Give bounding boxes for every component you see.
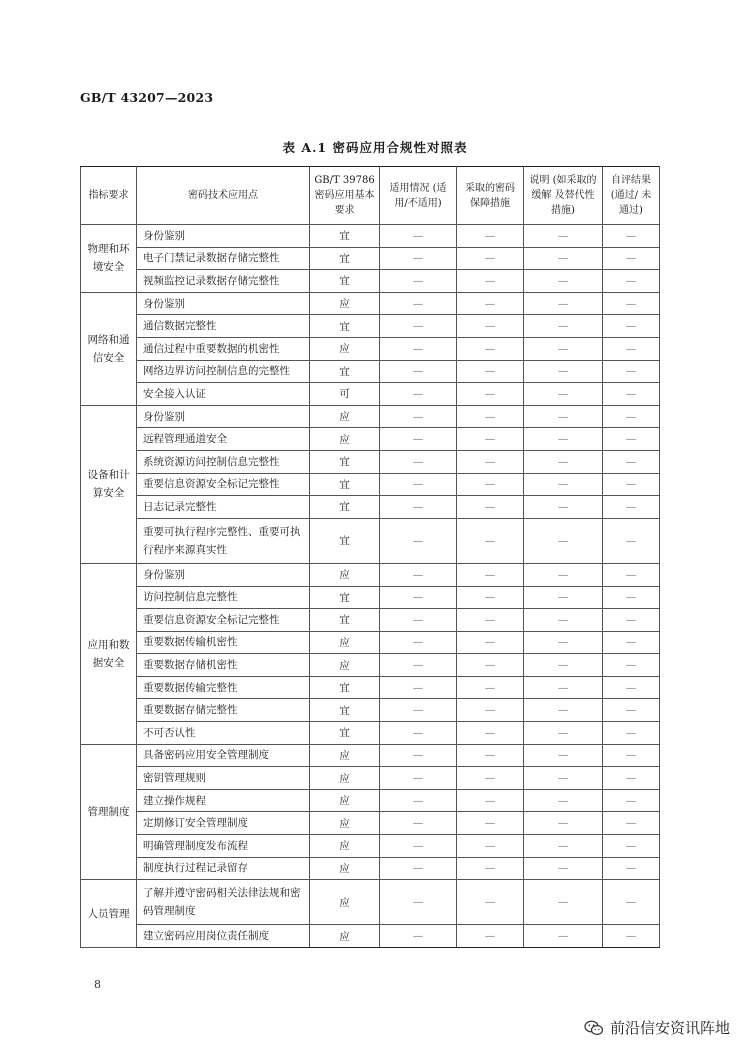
dash-cell: — <box>457 654 524 677</box>
table-row <box>81 586 660 609</box>
dash-cell: — <box>380 857 457 880</box>
dash-cell: — <box>524 676 603 699</box>
tech-point-cell: 重要数据传输完整性 <box>137 676 310 699</box>
dash-cell: — <box>457 835 524 858</box>
dash-cell: — <box>380 631 457 654</box>
dash-cell: — <box>457 428 524 451</box>
requirement-cell: 宜 <box>310 676 380 699</box>
dash-cell: — <box>380 699 457 722</box>
dash-cell: — <box>457 699 524 722</box>
dash-cell: — <box>524 473 603 496</box>
dash-cell: — <box>603 812 660 835</box>
tech-point-cell: 重要数据存储完整性 <box>137 699 310 722</box>
dash-cell: — <box>603 835 660 858</box>
dash-cell: — <box>603 609 660 632</box>
dash-cell: — <box>380 812 457 835</box>
tech-point-cell: 通信过程中重要数据的机密性 <box>137 337 310 360</box>
dash-cell: — <box>457 518 524 563</box>
standard-code: GB/T 43207—2023 <box>80 90 214 105</box>
dash-cell: — <box>380 270 457 293</box>
table-body <box>81 225 660 948</box>
dash-cell: — <box>524 405 603 428</box>
dash-cell: — <box>380 925 457 948</box>
table-row <box>81 789 660 812</box>
requirement-cell: 应 <box>310 744 380 767</box>
table-row <box>81 360 660 383</box>
dash-cell: — <box>524 428 603 451</box>
dash-cell: — <box>380 473 457 496</box>
tech-point-cell: 重要信息资源安全标记完整性 <box>137 473 310 496</box>
table-row <box>81 744 660 767</box>
column-header: 适用情况 (适用/不适用) <box>380 167 457 225</box>
dash-cell: — <box>524 586 603 609</box>
table-row <box>81 473 660 496</box>
tech-point-cell: 建立操作规程 <box>137 789 310 812</box>
requirement-cell: 可 <box>310 383 380 406</box>
dash-cell: — <box>603 744 660 767</box>
requirement-cell: 应 <box>310 337 380 360</box>
dash-cell: — <box>380 360 457 383</box>
requirement-cell: 应 <box>310 812 380 835</box>
dash-cell: — <box>603 563 660 586</box>
tech-point-cell: 重要数据传输机密性 <box>137 631 310 654</box>
dash-cell: — <box>524 337 603 360</box>
table-row <box>81 225 660 248</box>
dash-cell: — <box>524 789 603 812</box>
dash-cell: — <box>603 518 660 563</box>
category-cell: 物理和环境安全 <box>81 225 137 293</box>
table-row <box>81 812 660 835</box>
dash-cell: — <box>457 925 524 948</box>
dash-cell: — <box>380 586 457 609</box>
dash-cell: — <box>457 880 524 925</box>
dash-cell: — <box>524 654 603 677</box>
tech-point-cell: 身份鉴别 <box>137 563 310 586</box>
tech-point-cell: 视频监控记录数据存储完整性 <box>137 270 310 293</box>
table-row <box>81 270 660 293</box>
tech-point-cell: 明确管理制度发布流程 <box>137 835 310 858</box>
dash-cell: — <box>380 292 457 315</box>
dash-cell: — <box>380 880 457 925</box>
category-cell: 管理制度 <box>81 744 137 880</box>
compliance-table <box>80 166 660 948</box>
tech-point-cell: 不可否认性 <box>137 722 310 745</box>
requirement-cell: 应 <box>310 631 380 654</box>
dash-cell: — <box>457 676 524 699</box>
table-row <box>81 292 660 315</box>
tech-point-cell: 电子门禁记录数据存储完整性 <box>137 247 310 270</box>
requirement-cell: 宜 <box>310 225 380 248</box>
table-row <box>81 654 660 677</box>
dash-cell: — <box>524 767 603 790</box>
dash-cell: — <box>603 270 660 293</box>
dash-cell: — <box>457 383 524 406</box>
dash-cell: — <box>524 812 603 835</box>
dash-cell: — <box>380 563 457 586</box>
table-row <box>81 835 660 858</box>
dash-cell: — <box>603 722 660 745</box>
tech-point-cell: 建立密码应用岗位责任制度 <box>137 925 310 948</box>
requirement-cell: 应 <box>310 563 380 586</box>
table-row <box>81 563 660 586</box>
requirement-cell: 宜 <box>310 586 380 609</box>
requirement-cell: 宜 <box>310 518 380 563</box>
tech-point-cell: 身份鉴别 <box>137 292 310 315</box>
requirement-cell: 宜 <box>310 450 380 473</box>
dash-cell: — <box>603 654 660 677</box>
tech-point-cell: 网络边界访问控制信息的完整性 <box>137 360 310 383</box>
dash-cell: — <box>380 722 457 745</box>
table-row <box>81 631 660 654</box>
dash-cell: — <box>603 676 660 699</box>
tech-point-cell: 日志记录完整性 <box>137 496 310 519</box>
category-cell: 设备和计算安全 <box>81 405 137 563</box>
dash-cell: — <box>457 225 524 248</box>
dash-cell: — <box>603 450 660 473</box>
dash-cell: — <box>457 405 524 428</box>
table-row <box>81 699 660 722</box>
dash-cell: — <box>524 247 603 270</box>
watermark <box>584 1017 730 1038</box>
dash-cell: — <box>603 789 660 812</box>
tech-point-cell: 了解并遵守密码相关法律法规和密码管理制度 <box>137 880 310 925</box>
requirement-cell: 宜 <box>310 609 380 632</box>
requirement-cell: 应 <box>310 767 380 790</box>
dash-cell: — <box>380 676 457 699</box>
dash-cell: — <box>603 586 660 609</box>
requirement-cell: 应 <box>310 857 380 880</box>
requirement-cell: 宜 <box>310 247 380 270</box>
dash-cell: — <box>380 337 457 360</box>
dash-cell: — <box>380 835 457 858</box>
requirement-cell: 宜 <box>310 360 380 383</box>
dash-cell: — <box>457 586 524 609</box>
dash-cell: — <box>603 699 660 722</box>
dash-cell: — <box>524 225 603 248</box>
dash-cell: — <box>603 428 660 451</box>
tech-point-cell: 具备密码应用安全管理制度 <box>137 744 310 767</box>
dash-cell: — <box>603 405 660 428</box>
dash-cell: — <box>380 225 457 248</box>
dash-cell: — <box>380 744 457 767</box>
tech-point-cell: 重要数据存储机密性 <box>137 654 310 677</box>
column-header: 密码技术应用点 <box>137 167 310 225</box>
dash-cell: — <box>524 880 603 925</box>
dash-cell: — <box>380 315 457 338</box>
requirement-cell: 应 <box>310 789 380 812</box>
page-number: 8 <box>94 978 101 991</box>
dash-cell: — <box>524 699 603 722</box>
tech-point-cell: 身份鉴别 <box>137 405 310 428</box>
tech-point-cell: 密钥管理规则 <box>137 767 310 790</box>
tech-point-cell: 远程管理通道安全 <box>137 428 310 451</box>
requirement-cell: 应 <box>310 428 380 451</box>
dash-cell: — <box>603 315 660 338</box>
requirement-cell: 应 <box>310 654 380 677</box>
tech-point-cell: 系统资源访问控制信息完整性 <box>137 450 310 473</box>
dash-cell: — <box>457 631 524 654</box>
column-header: 指标要求 <box>81 167 137 225</box>
dash-cell: — <box>603 631 660 654</box>
dash-cell: — <box>524 744 603 767</box>
dash-cell: — <box>457 473 524 496</box>
dash-cell: — <box>457 337 524 360</box>
dash-cell: — <box>603 247 660 270</box>
dash-cell: — <box>524 270 603 293</box>
dash-cell: — <box>524 609 603 632</box>
dash-cell: — <box>380 428 457 451</box>
watermark-text: 前沿信安资讯阵地 <box>609 1019 730 1037</box>
dash-cell: — <box>457 812 524 835</box>
column-header: 采取的密码 保障措施 <box>457 167 524 225</box>
table-row <box>81 496 660 519</box>
requirement-cell: 应 <box>310 835 380 858</box>
dash-cell: — <box>603 496 660 519</box>
dash-cell: — <box>603 880 660 925</box>
dash-cell: — <box>603 337 660 360</box>
table-header <box>81 167 660 225</box>
dash-cell: — <box>457 722 524 745</box>
tech-point-cell: 访问控制信息完整性 <box>137 586 310 609</box>
dash-cell: — <box>380 789 457 812</box>
dash-cell: — <box>524 315 603 338</box>
dash-cell: — <box>524 631 603 654</box>
dash-cell: — <box>380 654 457 677</box>
dash-cell: — <box>457 857 524 880</box>
category-cell: 网络和通信安全 <box>81 292 137 405</box>
table-row <box>81 405 660 428</box>
table-row <box>81 383 660 406</box>
dash-cell: — <box>524 857 603 880</box>
dash-cell: — <box>603 857 660 880</box>
dash-cell: — <box>380 496 457 519</box>
dash-cell: — <box>380 767 457 790</box>
dash-cell: — <box>457 360 524 383</box>
requirement-cell: 应 <box>310 292 380 315</box>
dash-cell: — <box>524 835 603 858</box>
dash-cell: — <box>603 925 660 948</box>
dash-cell: — <box>524 563 603 586</box>
table-row <box>81 428 660 451</box>
dash-cell: — <box>524 496 603 519</box>
dash-cell: — <box>603 292 660 315</box>
table-row <box>81 722 660 745</box>
dash-cell: — <box>524 360 603 383</box>
dash-cell: — <box>524 450 603 473</box>
dash-cell: — <box>457 270 524 293</box>
table-row <box>81 925 660 948</box>
column-header: GB/T 39786 密码应用基本要求 <box>310 167 380 225</box>
tech-point-cell: 通信数据完整性 <box>137 315 310 338</box>
dash-cell: — <box>524 518 603 563</box>
requirement-cell: 宜 <box>310 270 380 293</box>
dash-cell: — <box>524 292 603 315</box>
requirement-cell: 应 <box>310 925 380 948</box>
dash-cell: — <box>457 247 524 270</box>
requirement-cell: 宜 <box>310 473 380 496</box>
category-cell: 应用和数据安全 <box>81 563 137 744</box>
column-header: 说明 (如采取的缓解 及替代性措施) <box>524 167 603 225</box>
requirement-cell: 宜 <box>310 496 380 519</box>
table-row <box>81 609 660 632</box>
requirement-cell: 应 <box>310 880 380 925</box>
dash-cell: — <box>380 450 457 473</box>
dash-cell: — <box>524 383 603 406</box>
dash-cell: — <box>380 383 457 406</box>
dash-cell: — <box>603 767 660 790</box>
dash-cell: — <box>603 383 660 406</box>
tech-point-cell: 定期修订安全管理制度 <box>137 812 310 835</box>
table-row <box>81 857 660 880</box>
table-row <box>81 247 660 270</box>
dash-cell: — <box>457 744 524 767</box>
dash-cell: — <box>380 247 457 270</box>
requirement-cell: 宜 <box>310 722 380 745</box>
table-row <box>81 767 660 790</box>
category-cell: 人员管理 <box>81 880 137 948</box>
table-row <box>81 337 660 360</box>
requirement-cell: 宜 <box>310 315 380 338</box>
dash-cell: — <box>457 450 524 473</box>
dash-cell: — <box>457 767 524 790</box>
tech-point-cell: 重要信息资源安全标记完整性 <box>137 609 310 632</box>
dash-cell: — <box>603 360 660 383</box>
dash-cell: — <box>457 563 524 586</box>
dash-cell: — <box>603 225 660 248</box>
table-row <box>81 518 660 563</box>
table-title: 表 A.1 密码应用合规性对照表 <box>282 140 468 155</box>
requirement-cell: 宜 <box>310 699 380 722</box>
dash-cell: — <box>457 496 524 519</box>
wechat-icon <box>584 1020 604 1036</box>
column-header: 自评结果 (通过/ 未通过) <box>603 167 660 225</box>
tech-point-cell: 制度执行过程记录留存 <box>137 857 310 880</box>
dash-cell: — <box>457 292 524 315</box>
dash-cell: — <box>380 518 457 563</box>
dash-cell: — <box>380 609 457 632</box>
dash-cell: — <box>457 315 524 338</box>
table-row <box>81 315 660 338</box>
requirement-cell: 应 <box>310 405 380 428</box>
dash-cell: — <box>524 925 603 948</box>
dash-cell: — <box>524 722 603 745</box>
tech-point-cell: 重要可执行程序完整性、重要可执行程序来源真实性 <box>137 518 310 563</box>
table-row <box>81 880 660 925</box>
dash-cell: — <box>457 789 524 812</box>
tech-point-cell: 身份鉴别 <box>137 225 310 248</box>
tech-point-cell: 安全接入认证 <box>137 383 310 406</box>
dash-cell: — <box>380 405 457 428</box>
table-row <box>81 676 660 699</box>
dash-cell: — <box>457 609 524 632</box>
dash-cell: — <box>603 473 660 496</box>
table-row <box>81 450 660 473</box>
